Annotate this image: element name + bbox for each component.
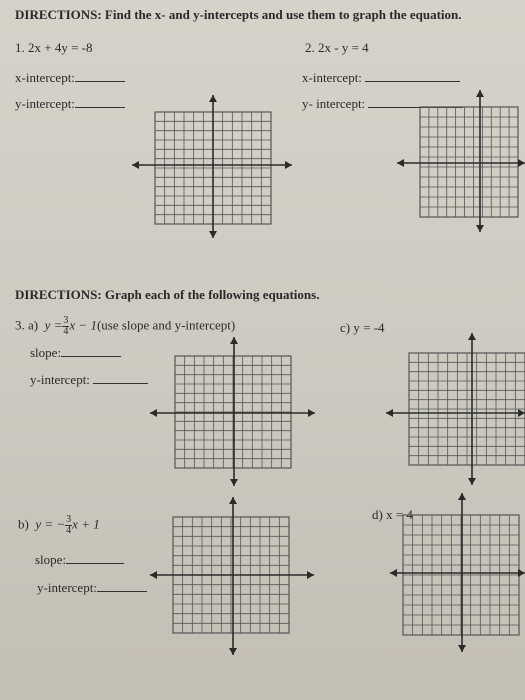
problem-1-equation: 1. 2x + 4y = -8	[15, 40, 93, 55]
arrow-up-icon	[458, 493, 466, 500]
directions-heading-1: DIRECTIONS: Find the x- and y-intercepts and use them to graph the equation.	[15, 7, 462, 22]
problem-3d-equation: d) x = 4	[372, 507, 413, 522]
arrow-left-icon	[390, 569, 397, 577]
problem-2-x-intercept: x-intercept:	[302, 70, 460, 86]
problem-3a-y-intercept: y-intercept:	[30, 372, 148, 388]
arrow-down-icon	[458, 645, 466, 652]
problem-3b-slope: slope:	[35, 552, 124, 568]
problem-1-x-intercept: x-intercept:	[15, 70, 125, 86]
problem-3c-equation: c) y = -4	[340, 320, 385, 335]
fraction-three-fourths: $\frac{3}{4}$	[63, 315, 69, 337]
fraction-three-fourths: $\frac{3}{4}$	[66, 514, 72, 536]
problem-2-y-intercept: y- intercept:	[302, 96, 463, 112]
problem-3a-equation: 3. a) y = $\frac{3}{4}$ x − 1(use slope and y-intercept)	[15, 315, 236, 337]
problem-3a-slope: slope:	[30, 345, 121, 361]
arrow-right-icon	[518, 569, 525, 577]
problem-3b-equation: b) y = − $\frac{3}{4}$ x + 1	[18, 514, 100, 536]
problem-3b-y-intercept: y-intercept:	[37, 580, 147, 596]
problem-1-y-intercept: y-intercept:	[15, 96, 125, 112]
problem-2-equation: 2. 2x - y = 4	[305, 40, 369, 55]
directions-heading-2: DIRECTIONS: Graph each of the following equations.	[15, 287, 320, 302]
